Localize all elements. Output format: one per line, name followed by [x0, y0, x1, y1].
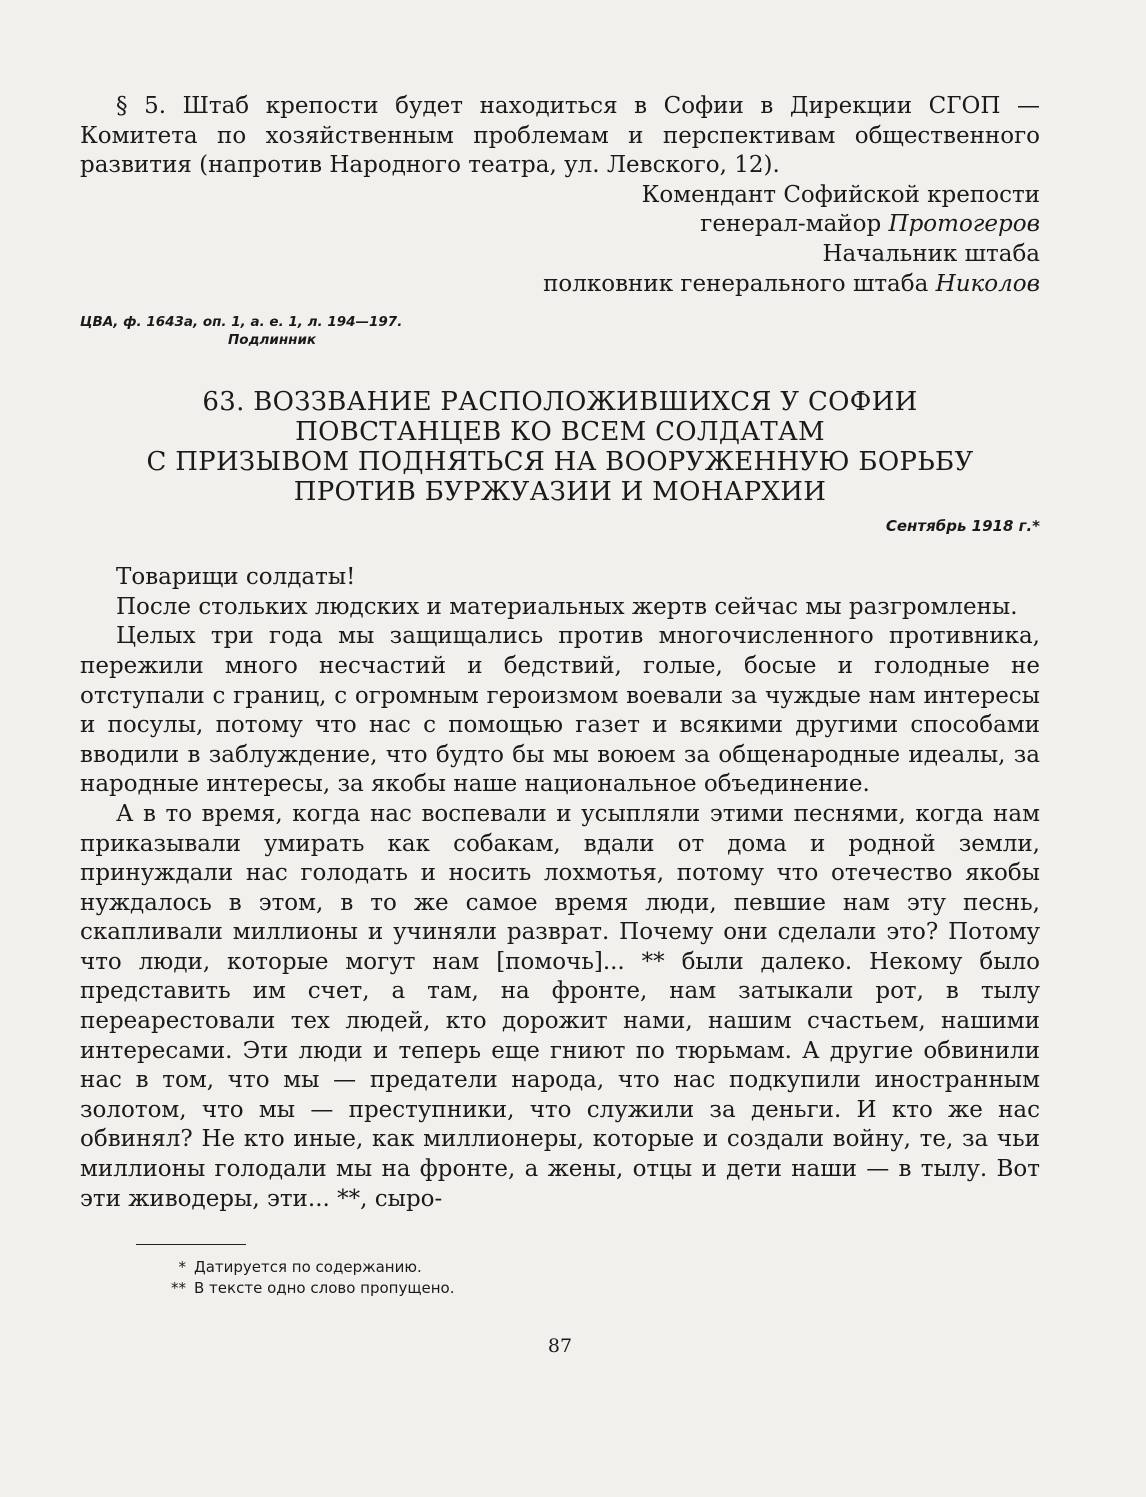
heading-line: ПОВСТАНЦЕВ КО ВСЕМ СОЛДАТАМ: [295, 417, 825, 448]
salutation: Товарищи солдаты!: [116, 564, 356, 591]
footnote-mark: **: [171, 1279, 186, 1298]
commandant-rank: генерал-майор: [700, 211, 882, 238]
chief-name: Николов: [935, 270, 1040, 297]
footnote-text: В тексте одно слово пропущено.: [194, 1279, 455, 1298]
chief-line: [80, 270, 1040, 300]
document-date: Сентябрь 1918 г.*: [885, 517, 1040, 536]
footnote-mark: *: [178, 1258, 186, 1277]
body-paragraph: После стольких людских и материальных жертв сейчас мы разгромлены.: [116, 593, 1018, 620]
chief-rank: полковник генерального штаба: [543, 270, 929, 297]
heading-line: С ПРИЗЫВОМ ПОДНЯТЬСЯ НА ВООРУЖЕННУЮ БОРЬБУ: [146, 447, 974, 478]
commandant-name: Протогеров: [888, 211, 1040, 238]
footnotes: [80, 1257, 1040, 1299]
footnote: [158, 1278, 1040, 1299]
footnote-divider: [136, 1244, 246, 1245]
body-paragraph: А в то время, когда нас воспевали и усыпляли этими песнями, когда нам приказывали умирать как собакам, вдали от дома и родной земли, принуждали нас голодать и носить лохмотья, потому что отечество якобы нуждалось в этом, в то же самое время люди, певшие нам эту песнь, скапливали миллионы и учиняли разврат. Почему они сделали это? Потому что люди, которые могут нам [помочь]... ** были далеко. Некому было представить им счет, а там, на фронте, нам затыкали рот, в тылу переарестовали тех людей, кто дорожит нами, нашим счастьем, нашими интересами. Эти люди и теперь еще гниют по тюрьмам. А другие обвинили нас в том, что мы — предатели народа, что нас подкупили иностранным золотом, что мы — преступники, что служили за деньги. И кто же нас обвинял? Не кто иные, как миллионеры, которые и создали войну, те, за чьи миллионы голодали мы на фронте, а жены, отцы и дети наши — в тылу. Вот эти живодеры, эти... **, сыро-: [80, 800, 1040, 1212]
body-paragraph: Целых три года мы защищались против многочисленного противника, пережили много несчастий и бедствий, голые, босые и голодные не отступали с границ, с огромным героизмом воевали за чуждые нам интересы и посулы, потому что нас с помощью газет и всякими другими способами вводили в заблуждение, что будто бы мы воюем за общенародные идеалы, за народные интересы, за якобы наше национальное объединение.: [80, 623, 1040, 798]
original-note: Подлинник: [228, 332, 317, 349]
heading-line: 63. ВОЗЗВАНИЕ РАСПОЛОЖИВШИХСЯ У СОФИИ: [202, 387, 918, 418]
signature-block: [80, 181, 1040, 299]
commandant-title: Комендант Софийской крепости: [641, 181, 1040, 208]
heading-line: ПРОТИВ БУРЖУАЗИИ И МОНАРХИИ: [293, 477, 827, 508]
page-number: 87: [547, 1335, 573, 1358]
chief-title: Начальник штаба: [822, 240, 1040, 267]
footnote-text: Датируется по содержанию.: [194, 1258, 422, 1277]
document-page: [80, 92, 1040, 1357]
document-heading: [80, 387, 1040, 507]
section-5-paragraph: § 5. Штаб крепости будет находиться в Софии в Дирекции СГОП — Комитета по хозяйственным проблемам и перспективам общественного развития (напротив Народного театра, ул. Левского, 12).: [80, 93, 1040, 179]
archive-source: [80, 313, 1040, 349]
archive-reference: ЦВА, ф. 1643а, оп. 1, а. е. 1, л. 194—197.: [80, 314, 403, 331]
footnote: [158, 1257, 1040, 1278]
commandant-line: [80, 210, 1040, 240]
